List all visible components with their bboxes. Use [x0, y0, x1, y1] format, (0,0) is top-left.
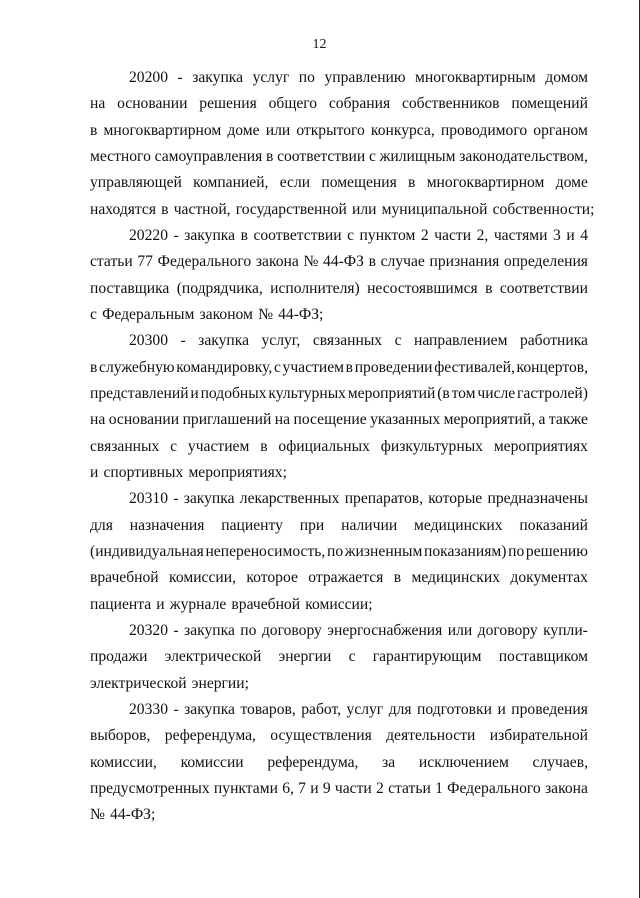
text-line: находятся в частной, государственной или муниципальной собственности; — [90, 200, 595, 218]
text-line: поставщика (подрядчика, исполнителя) несостоявшимся в соответствии — [90, 279, 588, 297]
text-line: (индивидуальная непереносимость, по жизненным показаниям) по решению — [90, 542, 588, 560]
text-line: 20200 - закупка услуг по управлению многоквартирным домом — [129, 69, 588, 86]
text-line: электрической энергии; — [90, 674, 249, 692]
text-line: пациента и журнале врачебной комиссии; — [90, 595, 373, 613]
paragraph-20220 — [90, 223, 588, 328]
text-line: продажи электрической энергии с гарантирующим поставщиком — [90, 648, 588, 666]
text-line: № 44-ФЗ; — [90, 806, 156, 824]
paragraph-20310 — [90, 486, 588, 618]
text-line: 20300 - закупка услуг, связанных с направлением работника — [129, 332, 588, 350]
page-number: 12 — [312, 37, 327, 52]
text-line: для назначения пациенту при наличии медицинских показаний — [90, 516, 588, 534]
text-line: 20220 - закупка в соответствии с пунктом 2 части 2, частями 3 и 4 — [129, 226, 588, 244]
text-line: местного самоуправления в соответствии с жилищным законодательством, — [90, 147, 588, 165]
paragraph-20200 — [90, 65, 595, 223]
text-line: управляющей компанией, если помещения в многоквартирном доме — [90, 174, 588, 192]
text-line: врачебной комиссии, которое отражается в медицинских документах — [90, 569, 588, 587]
text-line: на основании приглашений на посещение указанных мероприятий, а также — [90, 411, 588, 429]
text-line: на основании решения общего собрания собственников помещений — [90, 95, 588, 113]
text-line: выборов, референдума, осуществления деятельности избирательной — [90, 727, 588, 745]
text-line: 20320 - закупка по договору энергоснабжения или договору купли- — [129, 621, 588, 639]
document-body — [90, 65, 595, 829]
text-line: статьи 77 Федерального закона № 44-ФЗ в случае признания определения — [90, 253, 588, 271]
text-line: комиссии, комиссии референдума, за исключением случаев, — [90, 753, 588, 771]
text-line: 20310 - закупка лекарственных препаратов, которые предназначены — [129, 490, 588, 508]
text-line: предусмотренных пунктами 6, 7 и 9 части 2 статьи 1 Федерального закона — [90, 779, 588, 797]
paragraph-20320 — [90, 618, 588, 697]
paragraph-20330 — [90, 697, 588, 829]
text-line: в служебную командировку, с участием в проведении фестивалей, концертов, — [90, 358, 588, 376]
text-line: в многоквартирном доме или открытого конкурса, проводимого органом — [90, 121, 588, 139]
text-line: представлений и подобных культурных мероприятий (в том числе гастролей) — [90, 384, 588, 402]
text-line: и спортивных мероприятиях; — [90, 463, 287, 481]
text-line: 20330 - закупка товаров, работ, услуг для подготовки и проведения — [129, 700, 588, 718]
text-line: связанных с участием в официальных физкультурных мероприятиях — [90, 437, 588, 455]
paragraph-20300 — [90, 328, 588, 486]
text-line: с Федеральным законом № 44-ФЗ; — [90, 305, 324, 323]
